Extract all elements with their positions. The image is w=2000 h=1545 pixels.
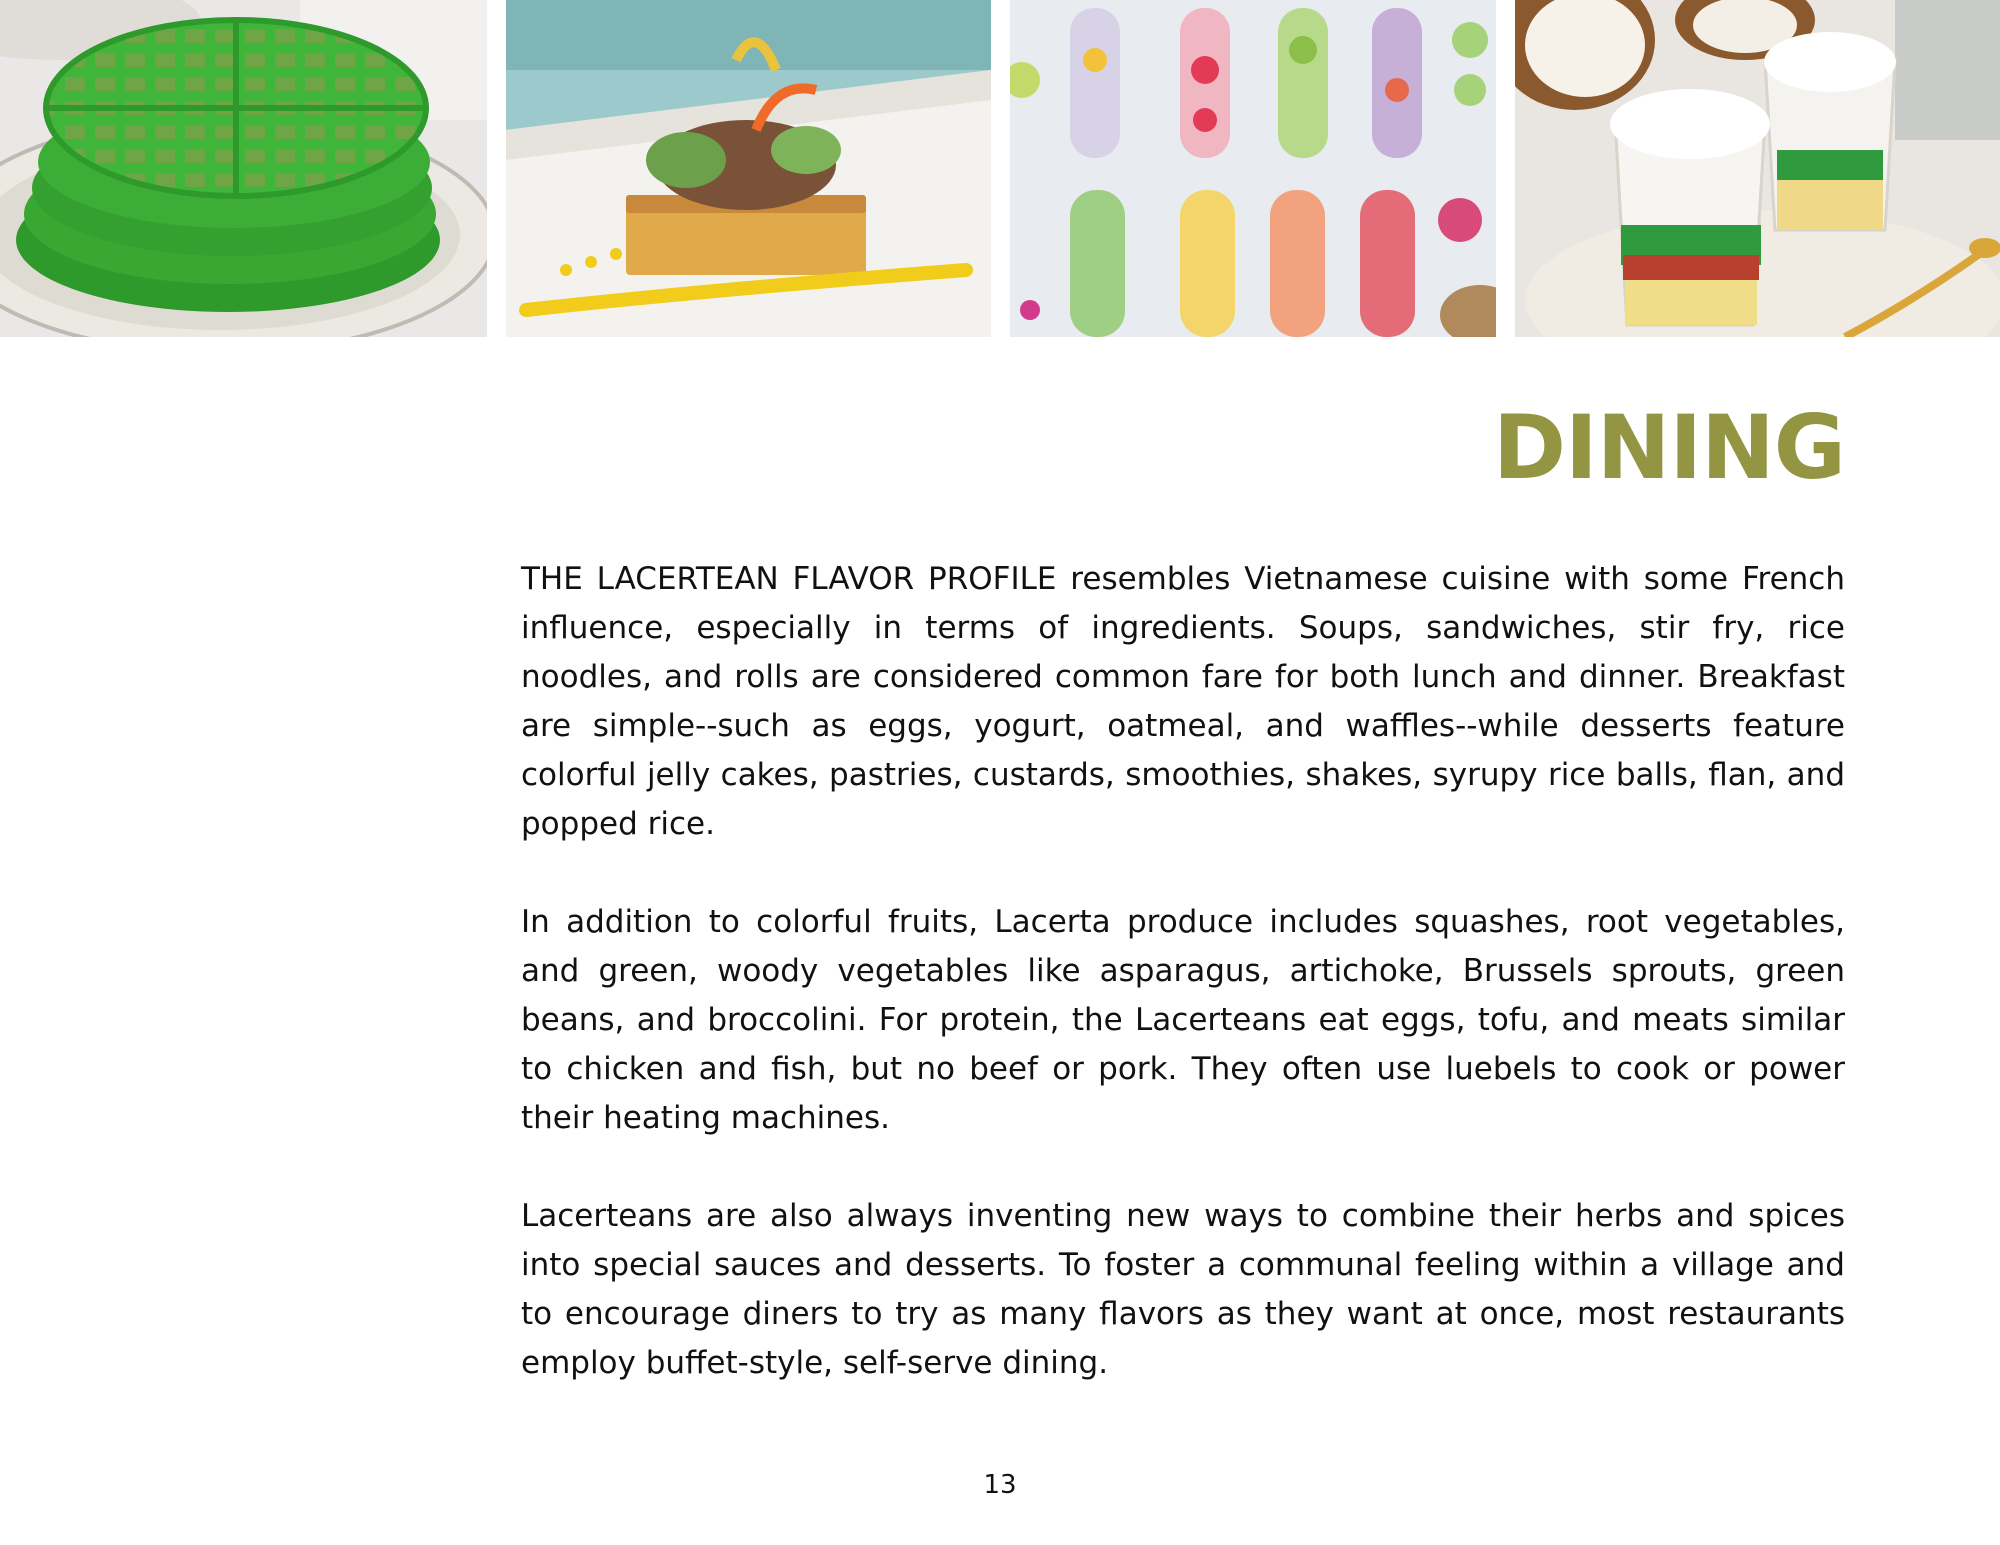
waffles-photo-icon (0, 0, 487, 337)
page-title: DINING (1492, 396, 1845, 499)
paragraph-flavor-profile: THE LACERTEAN FLAVOR PROFILE resembles Vietnamese cuisine with some French influence, especially in terms of ingredients. Soups, sandwiches, stir fry, rice noodles, and rolls are considered common fare for both lunch and dinner. Breakfast are simple--such as eggs, yogurt, oatmeal, and waffles--while desserts feature colorful jelly cakes, pastries, custards, smoothies, shakes, syrupy rice balls, flan, and popped rice. (521, 561, 1845, 842)
spring-rolls-photo-icon (1010, 0, 1496, 337)
page-number: 13 (983, 1470, 1017, 1500)
coconut-dessert-photo-icon (1515, 0, 2000, 337)
paragraph-produce: In addition to colorful fruits, Lacerta produce includes squashes, root vegetables, and green, woody vegetables like asparagus, artichoke, Brussels sprouts, green beans, and broccolini. For protein, the Lacerteans eat eggs, tofu, and meats similar to chicken and fish, but no beef or pork. They often use luebels to cook or power their heating machines. (521, 904, 1845, 1136)
body-text (521, 555, 1845, 1437)
photo-strip (0, 0, 2000, 337)
plated-dish-photo-icon (506, 0, 991, 337)
paragraph-sauces: Lacerteans are also always inventing new ways to combine their herbs and spices into special sauces and desserts. To foster a communal feeling within a village and to encourage diners to try as many flavors as they want at once, most restaurants employ buffet-style, self-serve dining. (521, 1198, 1845, 1381)
